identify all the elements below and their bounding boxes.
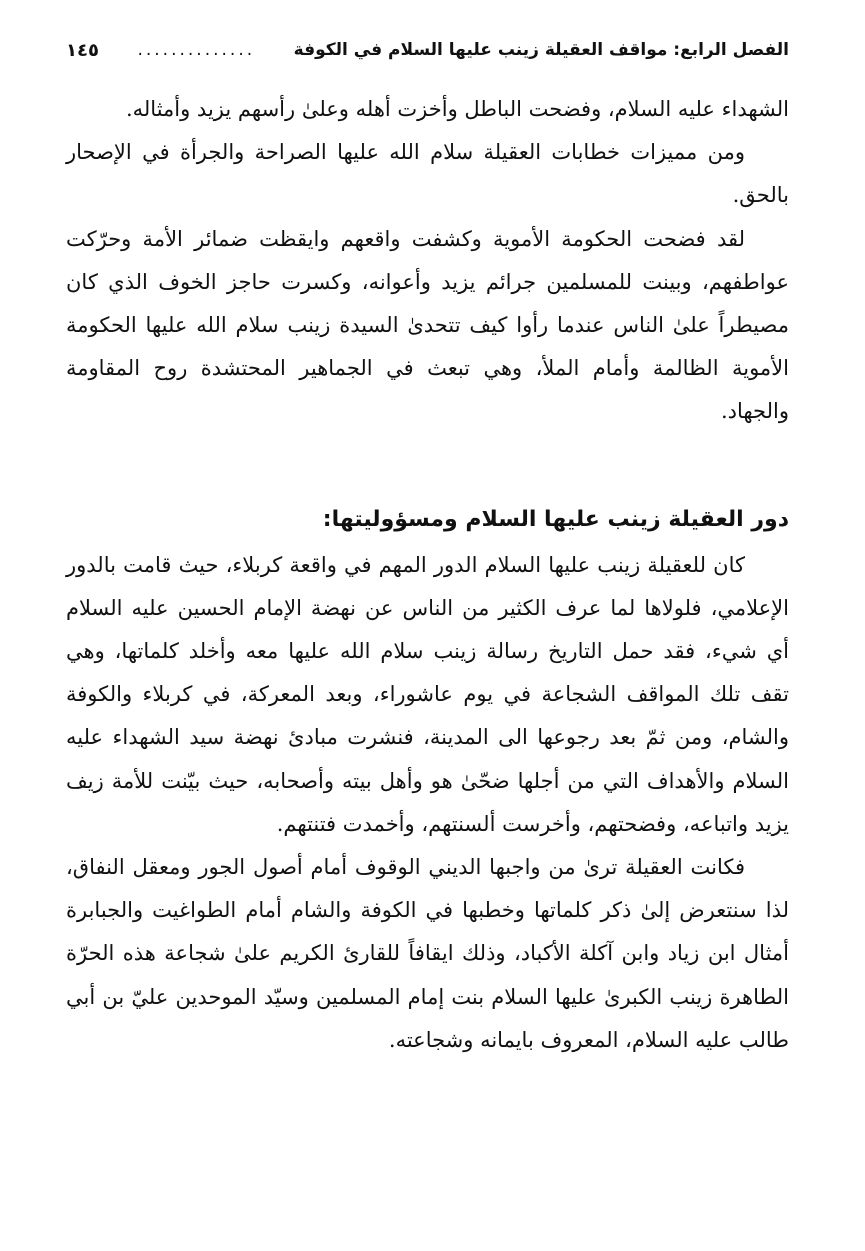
- paragraph: لقد فضحت الحكومة الأموية وكشفت واقعهم وايقظت ضمائر الأمة وحرّكت عواطفهم، وبينت للمسلمين جرائم يزيد وأعوانه، وكسرت حاجز الخوف الذي كان مصيطراً علىٰ الناس عندما رأوا كيف تتحدىٰ السيدة زينب سلام الله عليها الحكومة الأموية الظالمة وأمام الملأ، وهي تبعث في الجماهير المحتشدة روح المقاومة والجهاد.: [66, 226, 789, 424]
- book-page: [66, 0, 789, 1251]
- section-heading: دور العقيلة زينب عليها السلام ومسؤوليتها:: [322, 506, 789, 532]
- chapter-title: الفصل الرابع: مواقف العقيلة زينب عليها السلام في الكوفة: [293, 40, 789, 60]
- running-header: [66, 34, 789, 66]
- paragraph: كان للعقيلة زينب عليها السلام الدور المهم في واقعة كربلاء، حيث قامت بالدور الإعلامي، فلولاها لما عرف الكثير من الناس عن نهضة الإمام الحسين عليه السلام أي شيء، فقد حمل التاريخ رسالة زينب سلام الله عليها معه وأخلد كلماتها، وهي تقف تلك المواقف الشجاعة في يوم عاشوراء، وبعد المعركة، في كربلاء والكوفة والشام، ومن ثمّ بعد رجوعها الى المدينة، فنشرت مبادئ نهضة سيد الشهداء عليه السلام والأهداف التي من أجلها ضحّىٰ هو وأهل بيته وأصحابه، حيث بيّنت للأمة زيف يزيد واتباعه، وفضحتهم، وأخرست ألسنتهم، وأخمدت فتنتهم.: [66, 552, 789, 836]
- paragraph: فكانت العقيلة ترىٰ من واجبها الديني الوقوف أمام أصول الجور ومعقل النفاق، لذا سنتعرض إلىٰ ذكر كلماتها وخطبها في الكوفة والشام أمام الطواغيت والجبابرة أمثال ابن زياد وابن آكلة الأكباد، وذلك ايقافاً للقارئ الكريم علىٰ شجاعة هذه الحرّة الطاهرة زينب الكبرىٰ عليها السلام بنت إمام المسلمين وسيّد الموحدين عليّ بن أبي طالب عليه السلام، المعروف بايمانه وشجاعته.: [66, 855, 789, 1052]
- leader-dots: ..............: [137, 40, 256, 60]
- page-number: ١٤٥: [66, 39, 99, 61]
- body-text: [66, 88, 789, 1062]
- paragraph: ومن مميزات خطابات العقيلة سلام الله عليها الصراحة والجرأة في الإصحار بالحق.: [66, 140, 789, 208]
- paragraph-continued: الشهداء عليه السلام، وفضحت الباطل وأخزت أهله وعلىٰ رأسهم يزيد وأمثاله.: [125, 97, 789, 121]
